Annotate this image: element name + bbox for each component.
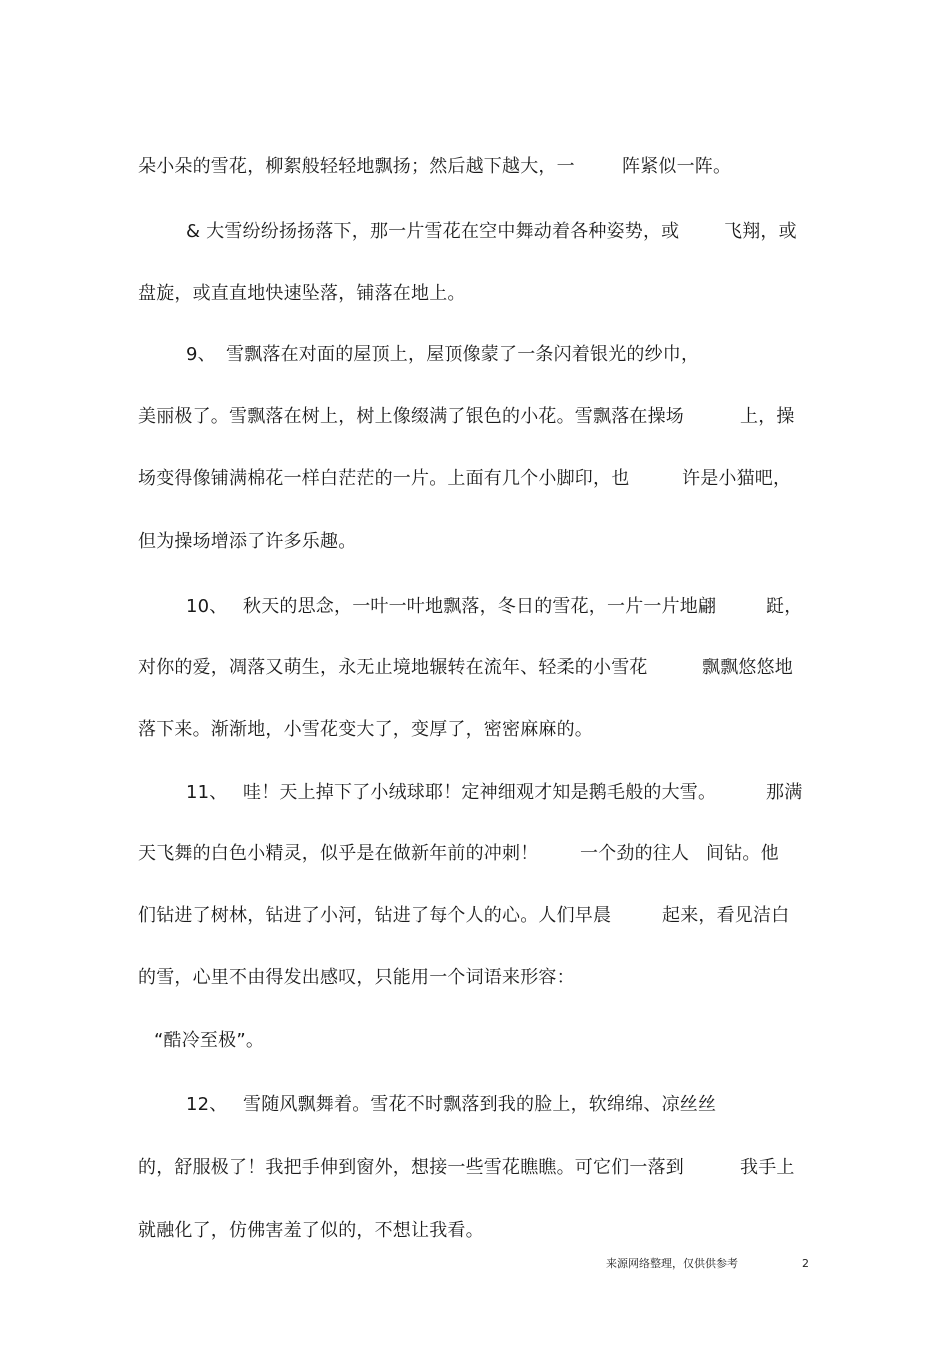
text-segment: 许是小猫吧， bbox=[682, 468, 792, 489]
text-segment: 10、 bbox=[186, 596, 228, 617]
text-line bbox=[138, 1156, 684, 1180]
text-line bbox=[226, 343, 699, 367]
text-line bbox=[138, 530, 356, 554]
text-line bbox=[138, 656, 648, 680]
text-line bbox=[138, 966, 575, 990]
text-segment: 朵小朵的雪花，柳絮般轻轻地飘扬；然后越下越大，一 bbox=[138, 156, 575, 177]
text-segment: 雪飘落在对面的屋顶上，屋顶像蒙了一条闪着银光的纱巾， bbox=[226, 344, 700, 365]
text-segment: 就融化了，仿佛害羞了似的，不想让我看。 bbox=[138, 1220, 484, 1241]
text-segment: 天飞舞的白色小精灵，似乎是在做新年前的冲刺！ bbox=[138, 843, 539, 864]
text-segment: 起来，看见洁白 bbox=[662, 905, 790, 926]
text-line bbox=[186, 220, 679, 244]
text-line-cont bbox=[740, 405, 795, 429]
text-segment: “酷冷至极”。 bbox=[154, 1030, 265, 1051]
text-line-cont bbox=[766, 595, 802, 619]
text-segment: 阵紧似一阵。 bbox=[622, 156, 732, 177]
text-segment: 美丽极了。雪飘落在树上，树上像缀满了银色的小花。雪飘落在操场 bbox=[138, 406, 684, 427]
text-line bbox=[243, 781, 716, 805]
text-segment: 飘飘悠悠地 bbox=[702, 657, 793, 678]
text-segment: 场变得像铺满棉花一样白茫茫的一片。上面有几个小脚印，也 bbox=[138, 468, 630, 489]
text-line-cont bbox=[702, 656, 793, 680]
text-segment: 盘旋，或直直地快速坠落，铺落在地上。 bbox=[138, 283, 466, 304]
text-line-cont bbox=[740, 1156, 795, 1180]
text-line bbox=[138, 1219, 484, 1243]
text-segment: 11、 bbox=[186, 782, 228, 803]
text-segment: 我手上 bbox=[740, 1157, 795, 1178]
item-number bbox=[186, 781, 228, 805]
text-line-cont bbox=[662, 904, 789, 928]
text-line bbox=[138, 904, 611, 928]
text-segment: 间钻。他 bbox=[706, 843, 779, 864]
text-line-cont bbox=[622, 155, 731, 179]
text-segment: 上，操 bbox=[740, 406, 795, 427]
item-number bbox=[186, 1093, 228, 1117]
text-segment: 对你的爱，凋落又萌生，永无止境地辗转在流年、轻柔的小雪花 bbox=[138, 657, 648, 678]
text-line bbox=[138, 155, 575, 179]
text-line bbox=[138, 282, 466, 306]
text-segment: 秋天的思念，一叶一叶地飘落，冬日的雪花，一片一片地翩 bbox=[243, 596, 717, 617]
page-number: 2 bbox=[802, 1257, 809, 1270]
text-segment: 雪随风飘舞着。雪花不时飘落到我的脸上，软绵绵、凉丝丝 bbox=[243, 1094, 717, 1115]
text-line-cont bbox=[580, 842, 689, 866]
text-line bbox=[243, 1093, 716, 1117]
text-segment: 9、 bbox=[186, 344, 216, 365]
text-segment: 哇！天上掉下了小绒球耶！定神细观才知是鹅毛般的大雪。 bbox=[243, 782, 717, 803]
text-segment: 但为操场增添了许多乐趣。 bbox=[138, 531, 357, 552]
text-segment: & 大雪纷纷扬扬落下，那一片雪花在空中舞动着各种姿势，或 bbox=[186, 221, 680, 242]
text-line bbox=[138, 718, 593, 742]
text-line-cont bbox=[682, 467, 791, 491]
text-segment: 12、 bbox=[186, 1094, 228, 1115]
text-line bbox=[138, 467, 629, 491]
text-segment: 飞翔，或 bbox=[724, 221, 797, 242]
text-segment: 的，舒服极了！我把手伸到窗外，想接一些雪花瞧瞧。可它们一落到 bbox=[138, 1157, 684, 1178]
text-line bbox=[154, 1029, 264, 1053]
text-line bbox=[243, 595, 716, 619]
item-number bbox=[186, 595, 228, 619]
item-number bbox=[186, 343, 216, 367]
text-line-cont bbox=[724, 220, 797, 244]
text-segment: 跹， bbox=[766, 596, 803, 617]
text-line-cont bbox=[706, 842, 779, 866]
text-segment: 们钻进了树林，钻进了小河，钻进了每个人的心。人们早晨 bbox=[138, 905, 612, 926]
text-segment: 那满 bbox=[766, 782, 803, 803]
text-line-cont bbox=[766, 781, 802, 805]
text-line bbox=[138, 405, 684, 429]
text-segment: 一个劲的往人 bbox=[580, 843, 690, 864]
text-line bbox=[138, 842, 538, 866]
text-segment: 的雪，心里不由得发出感叹，只能用一个词语来形容： bbox=[138, 967, 575, 988]
text-segment: 落下来。渐渐地，小雪花变大了，变厚了，密密麻麻的。 bbox=[138, 719, 593, 740]
footer-source-note: 来源网络整理，仅供供参考 bbox=[606, 1257, 738, 1270]
